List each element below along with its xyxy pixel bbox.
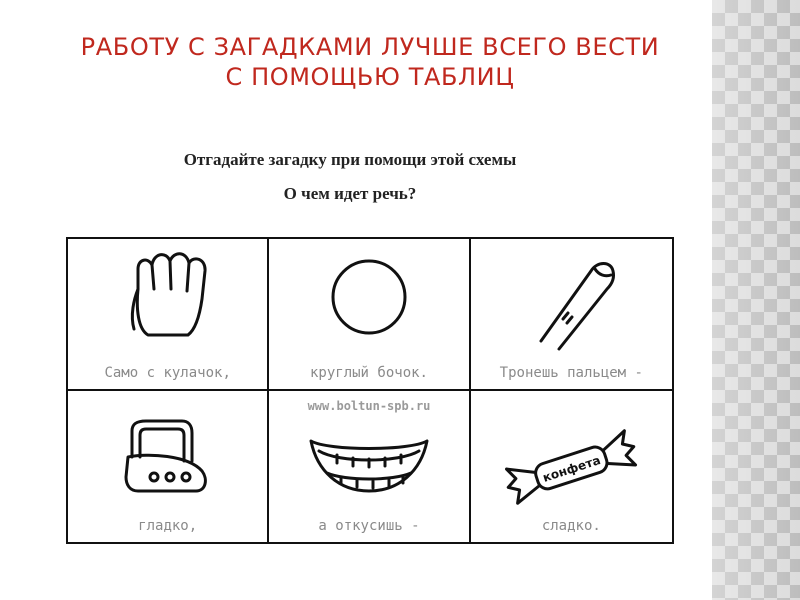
riddle-cell-6 [471,391,672,543]
riddle-caption-3: Тронешь пальцем - [499,364,643,381]
riddle-caption-5: а откусишь - [318,518,420,534]
riddle-cell-3 [471,239,672,391]
riddle-caption-6: сладко. [541,518,601,534]
riddle-caption-2: круглый бочок. [309,364,428,381]
watermark-url: www.boltun-spb.ru [307,398,431,413]
riddle-caption-4: гладко, [138,518,198,534]
riddle-cell-1 [68,239,269,391]
candy-wrapper-text: конфета [540,452,602,485]
riddle-cell-2 [269,239,470,391]
riddle-caption-1: Само с кулачок, [104,364,231,381]
prompt-line-1: Отгадайте загадку при помощи этой схемы [183,150,517,169]
riddle-cell-4 [68,391,269,543]
decorative-side-panel [712,0,800,600]
riddle-table [66,237,674,544]
riddle-cell-5 [269,391,470,543]
slide-title-line-1: РАБОТУ С ЗАГАДКАМИ ЛУЧШЕ ВСЕГО ВЕСТИ [80,33,660,61]
slide-title [40,32,700,92]
slide-title-line-2: С ПОМОЩЬЮ ТАБЛИЦ [225,63,515,91]
prompt-line-2: О чем идет речь? [283,184,417,203]
